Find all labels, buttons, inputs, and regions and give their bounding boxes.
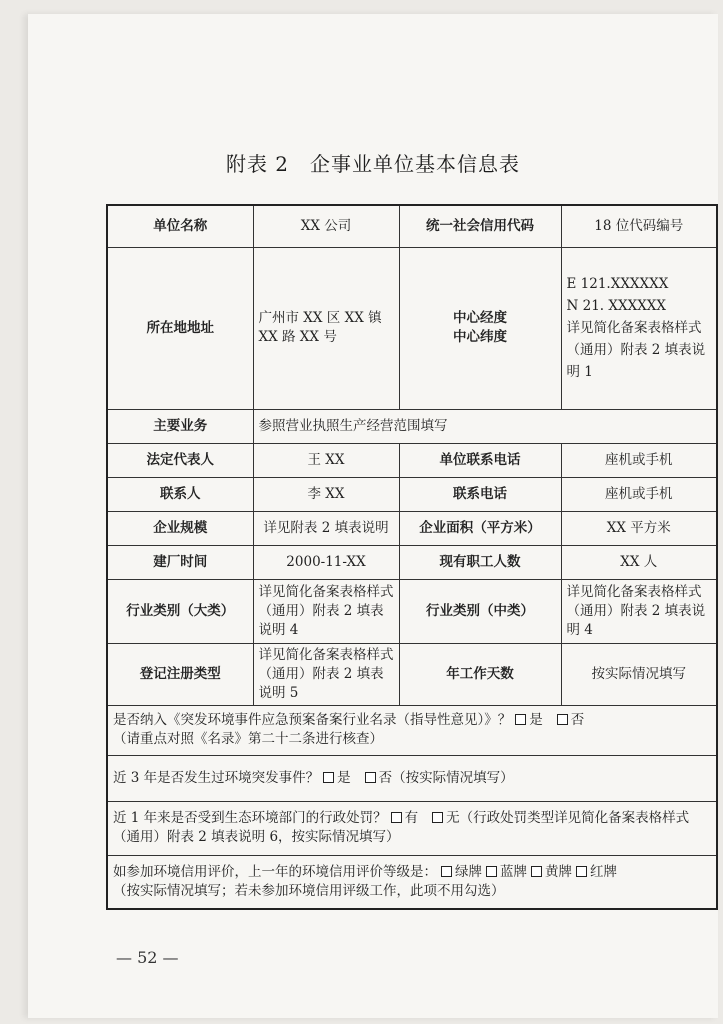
q4-green-checkbox[interactable] (441, 866, 452, 877)
industry-mid-label: 行业类别（中类） (399, 579, 561, 643)
q2-text: 近 3 年是否发生过环境突发事件？ (113, 769, 320, 786)
latitude-value: N 21. XXXXXX (566, 298, 667, 314)
industry-major-label: 行业类别（大类） (107, 579, 253, 643)
credit-code-label: 统一社会信用代码 (399, 205, 561, 247)
q1-no-checkbox[interactable] (557, 714, 568, 725)
q2-no-checkbox[interactable] (365, 772, 376, 783)
area-label: 企业面积（平方米） (399, 511, 561, 545)
unit-name-value: XX 公司 (253, 205, 399, 247)
q4-red-checkbox[interactable] (576, 866, 587, 877)
q2-no-label: 否（按实际情况填写） (378, 769, 514, 786)
address-value: 广州市 XX 区 XX 镇 XX 路 XX 号 (253, 247, 399, 409)
q1-yes-label: 是 (529, 712, 543, 728)
staff-count-value: XX 人 (561, 545, 717, 579)
coord-values (561, 247, 717, 409)
work-days-label: 年工作天数 (399, 643, 561, 705)
q1-yes-checkbox[interactable] (515, 714, 526, 725)
unit-phone-label: 单位联系电话 (399, 443, 561, 477)
area-value: XX 平方米 (561, 511, 717, 545)
address-label: 所在地地址 (107, 247, 253, 409)
contact-phone-label: 联系电话 (399, 477, 561, 511)
q3-no-checkbox[interactable] (432, 812, 443, 823)
q4-blue-checkbox[interactable] (486, 866, 497, 877)
info-table (106, 204, 718, 910)
table-row (107, 801, 717, 855)
scale-value: 详见附表 2 填表说明 (253, 511, 399, 545)
q2-yes-label: 是 (337, 769, 351, 786)
contact-value: 李 XX (253, 477, 399, 511)
q3-yes-checkbox[interactable] (391, 812, 402, 823)
q1-no-label: 否 (570, 712, 585, 728)
coord-labels (399, 247, 561, 409)
unit-phone-value: 座机或手机 (561, 443, 717, 477)
industry-major-value: 详见简化备案表格样式（通用）附表 2 填表说明 4 (253, 579, 399, 643)
page-number: — 52 — (116, 948, 179, 967)
table-row (107, 755, 717, 801)
table-row (107, 579, 717, 643)
q1-text: 是否纳入《突发环境事件应急预案备案行业名录（指导性意见）》？ (113, 712, 512, 728)
question-1 (107, 705, 717, 755)
table-row (107, 247, 717, 409)
main-business-value: 参照营业执照生产经营范围填写 (253, 409, 717, 443)
founded-label: 建厂时间 (107, 545, 253, 579)
q4-yellow-checkbox[interactable] (531, 866, 542, 877)
work-days-value: 按实际情况填写 (561, 643, 717, 705)
question-3 (107, 801, 717, 855)
industry-mid-value: 详见简化备案表格样式（通用）附表 2 填表说明 4 (561, 579, 717, 643)
page-title: 附表 2 企事业单位基本信息表 (225, 152, 521, 176)
table-row (107, 477, 717, 511)
q1-note: （请重点对照《名录》第二十二条进行核查） (113, 731, 383, 747)
table-row (107, 205, 717, 247)
q3-no-label: 无（行政处罚类型详见简化备案表格样式（通用）附表 2 填表说明 6，按实际情况填写） (113, 810, 690, 845)
registration-label: 登记注册类型 (107, 643, 253, 705)
unit-name-label: 单位名称 (107, 205, 253, 247)
latitude-label: 中心纬度 (453, 329, 507, 345)
q3-yes-label: 有 (404, 810, 419, 826)
main-business-label: 主要业务 (107, 409, 253, 443)
q4-red-label: 红牌 (590, 863, 617, 880)
table-row (107, 545, 717, 579)
question-2 (107, 755, 717, 801)
table-row (107, 409, 717, 443)
scale-label: 企业规模 (107, 511, 253, 545)
q4-green-label: 绿牌 (455, 863, 482, 880)
table-row (107, 855, 717, 909)
table-row (107, 511, 717, 545)
q4-note: （按实际情况填写；若未参加环境信用评级工作，此项不用勾选） (113, 882, 505, 899)
q4-text: 如参加环境信用评价，上一年的环境信用评价等级是： (113, 863, 437, 880)
registration-value: 详见简化备案表格样式（通用）附表 2 填表说明 5 (253, 643, 399, 705)
q2-yes-checkbox[interactable] (323, 772, 334, 783)
longitude-value: E 121.XXXXXX (566, 276, 669, 292)
credit-code-value: 18 位代码编号 (561, 205, 717, 247)
contact-label: 联系人 (107, 477, 253, 511)
table-row (107, 705, 717, 755)
longitude-label: 中心经度 (453, 310, 507, 326)
legal-rep-label: 法定代表人 (107, 443, 253, 477)
question-4 (107, 855, 717, 909)
coord-note: 详见简化备案表格样式（通用）附表 2 填表说明 1 (566, 320, 706, 380)
table-row (107, 643, 717, 705)
document-page (28, 14, 718, 1018)
legal-rep-value: 王 XX (253, 443, 399, 477)
q3-text: 近 1 年来是否受到生态环境部门的行政处罚？ (113, 810, 387, 826)
staff-count-label: 现有职工人数 (399, 545, 561, 579)
table-row (107, 443, 717, 477)
founded-value: 2000-11-XX (253, 545, 399, 579)
q4-yellow-label: 黄牌 (545, 863, 572, 880)
contact-phone-value: 座机或手机 (561, 477, 717, 511)
q4-blue-label: 蓝牌 (500, 863, 527, 880)
